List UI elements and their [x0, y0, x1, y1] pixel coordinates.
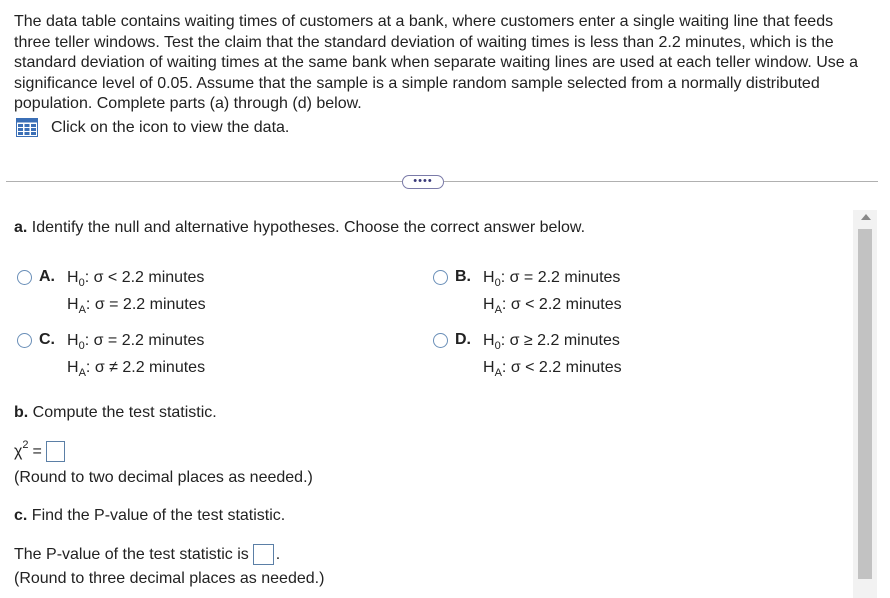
- part-b-label: b.: [14, 404, 29, 421]
- option-a[interactable]: [17, 268, 206, 319]
- option-letter: C.: [39, 331, 55, 348]
- divider: [444, 181, 878, 182]
- chi-symbol: χ: [14, 442, 23, 460]
- p-value-input[interactable]: [253, 544, 274, 565]
- part-a-heading: [14, 219, 585, 237]
- equals-sign: =: [32, 442, 42, 460]
- alternative-hypothesis: $H_A$: σ = 2.2 minutes: [67, 296, 206, 316]
- p-value-prefix: The P-value of the test statistic is: [14, 545, 249, 563]
- p-value-row: [14, 544, 280, 565]
- test-statistic-row: [14, 438, 65, 462]
- null-hypothesis: $H_0$: σ = 2.2 minutes: [67, 332, 205, 352]
- radio-button[interactable]: [433, 270, 448, 285]
- part-c-heading: [14, 507, 285, 525]
- divider: [6, 181, 402, 182]
- scroll-thumb[interactable]: [858, 229, 872, 579]
- option-letter: B.: [455, 268, 471, 285]
- radio-button[interactable]: [433, 333, 448, 348]
- option-b[interactable]: [433, 268, 622, 319]
- part-b-heading: [14, 404, 217, 422]
- radio-button[interactable]: [17, 270, 32, 285]
- part-c-prompt: Find the P-value of the test statistic.: [31, 507, 286, 524]
- rounding-note: (Round to two decimal places as needed.): [14, 469, 313, 486]
- part-a-label: a.: [14, 219, 28, 236]
- option-letter: D.: [455, 331, 471, 348]
- vertical-scrollbar[interactable]: [853, 210, 877, 598]
- part-b-prompt: Compute the test statistic.: [32, 404, 217, 421]
- period: .: [275, 545, 281, 563]
- option-letter: A.: [39, 268, 55, 285]
- data-table-icon[interactable]: [16, 118, 38, 137]
- option-c[interactable]: [17, 331, 205, 382]
- alternative-hypothesis: $H_A$: σ ≠ 2.2 minutes: [67, 359, 206, 379]
- part-c-label: c.: [14, 507, 28, 524]
- problem-statement: The data table contains waiting times of customers at a bank, where customers enter a single waiting line that feeds three teller windows. Test the claim that the standard deviation of waiting times is less than 2.2 minutes, which is the standard deviation of waiting times at the same bank when separate waiting lines are used at each teller window. Use a significance level of 0.05. Assume that the sample is a simple random sample selected from a normally distributed population. Complete parts (a) through (d) below.: [14, 13, 859, 112]
- part-a-prompt: Identify the null and alternative hypotheses. Choose the correct answer below.: [31, 219, 586, 236]
- null-hypothesis: $H_0$: σ = 2.2 minutes: [483, 269, 621, 289]
- scroll-up-icon[interactable]: [861, 214, 871, 220]
- alternative-hypothesis: $H_A$: σ < 2.2 minutes: [483, 359, 622, 379]
- null-hypothesis: $H_0$: σ ≥ 2.2 minutes: [483, 332, 620, 352]
- option-d[interactable]: [433, 331, 622, 382]
- expand-button[interactable]: ••••: [402, 175, 444, 189]
- view-data-link[interactable]: [16, 118, 289, 137]
- chi-exponent: 2: [22, 438, 29, 451]
- null-hypothesis: $H_0$: σ < 2.2 minutes: [67, 269, 205, 289]
- rounding-note: (Round to three decimal places as needed.): [14, 570, 325, 587]
- test-statistic-input[interactable]: [46, 441, 65, 462]
- radio-button[interactable]: [17, 333, 32, 348]
- alternative-hypothesis: $H_A$: σ < 2.2 minutes: [483, 296, 622, 316]
- view-data-label[interactable]: Click on the icon to view the data.: [51, 118, 290, 136]
